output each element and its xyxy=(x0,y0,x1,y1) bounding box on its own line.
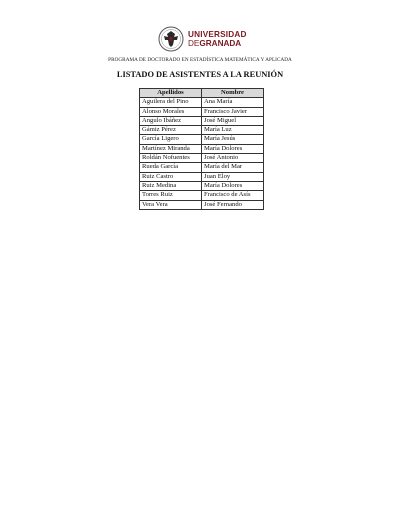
table-row xyxy=(140,154,264,163)
cell-nombre: Juan Eloy xyxy=(202,172,264,181)
table-row xyxy=(140,163,264,172)
table-row xyxy=(140,98,264,107)
cell-nombre: Ana María xyxy=(202,98,264,107)
table-row xyxy=(140,116,264,125)
table-row xyxy=(140,181,264,190)
attendees-table xyxy=(139,88,264,210)
cell-nombre: Francisco de Asís xyxy=(202,191,264,200)
table-row xyxy=(140,144,264,153)
logo-wordmark xyxy=(188,30,254,49)
logo-de: DE xyxy=(188,39,200,48)
cell-nombre: José Antonio xyxy=(202,154,264,163)
column-header-apellidos: Apellidos xyxy=(140,89,202,98)
column-header-nombre: Nombre xyxy=(202,89,264,98)
cell-nombre: María del Mar xyxy=(202,163,264,172)
cell-nombre: María Dolores xyxy=(202,144,264,153)
cell-nombre: José Fernando xyxy=(202,200,264,209)
cell-apellidos: Vera Vera xyxy=(140,200,202,209)
logo-granada-line xyxy=(188,39,254,49)
cell-nombre: María Dolores xyxy=(202,181,264,190)
cell-nombre: Francisco Javier xyxy=(202,107,264,116)
table-header-row xyxy=(140,89,264,98)
document-title: LISTADO DE ASISTENTES A LA REUNIÓN xyxy=(116,70,284,79)
cell-apellidos: Ruiz Castro xyxy=(140,172,202,181)
cell-apellidos: Rueda García xyxy=(140,163,202,172)
table-row xyxy=(140,191,264,200)
cell-apellidos: García Ligero xyxy=(140,135,202,144)
table-row xyxy=(140,200,264,209)
table-row xyxy=(140,107,264,116)
cell-apellidos: Aguilera del Pino xyxy=(140,98,202,107)
university-seal-icon xyxy=(158,26,184,52)
table-row xyxy=(140,126,264,135)
table-row xyxy=(140,135,264,144)
logo-granada: GRANADA xyxy=(199,39,242,48)
cell-apellidos: Roldán Nofuentes xyxy=(140,154,202,163)
program-line: PROGRAMA DE DOCTORADO EN ESTADÍSTICA MATEMÁTICA Y APLICADA xyxy=(108,57,292,63)
cell-nombre: María Luz xyxy=(202,126,264,135)
cell-apellidos: Gámiz Pérez xyxy=(140,126,202,135)
logo-university-line: UNIVERSIDAD xyxy=(188,30,247,39)
cell-apellidos: Torres Ruiz xyxy=(140,191,202,200)
cell-nombre: José Miguel xyxy=(202,116,264,125)
university-logo xyxy=(158,26,252,56)
cell-nombre: María Jesús xyxy=(202,135,264,144)
cell-apellidos: Alonso Morales xyxy=(140,107,202,116)
cell-apellidos: Ruiz Medina xyxy=(140,181,202,190)
table-row xyxy=(140,172,264,181)
cell-apellidos: Martínez Miranda xyxy=(140,144,202,153)
cell-apellidos: Angulo Ibáñez xyxy=(140,116,202,125)
